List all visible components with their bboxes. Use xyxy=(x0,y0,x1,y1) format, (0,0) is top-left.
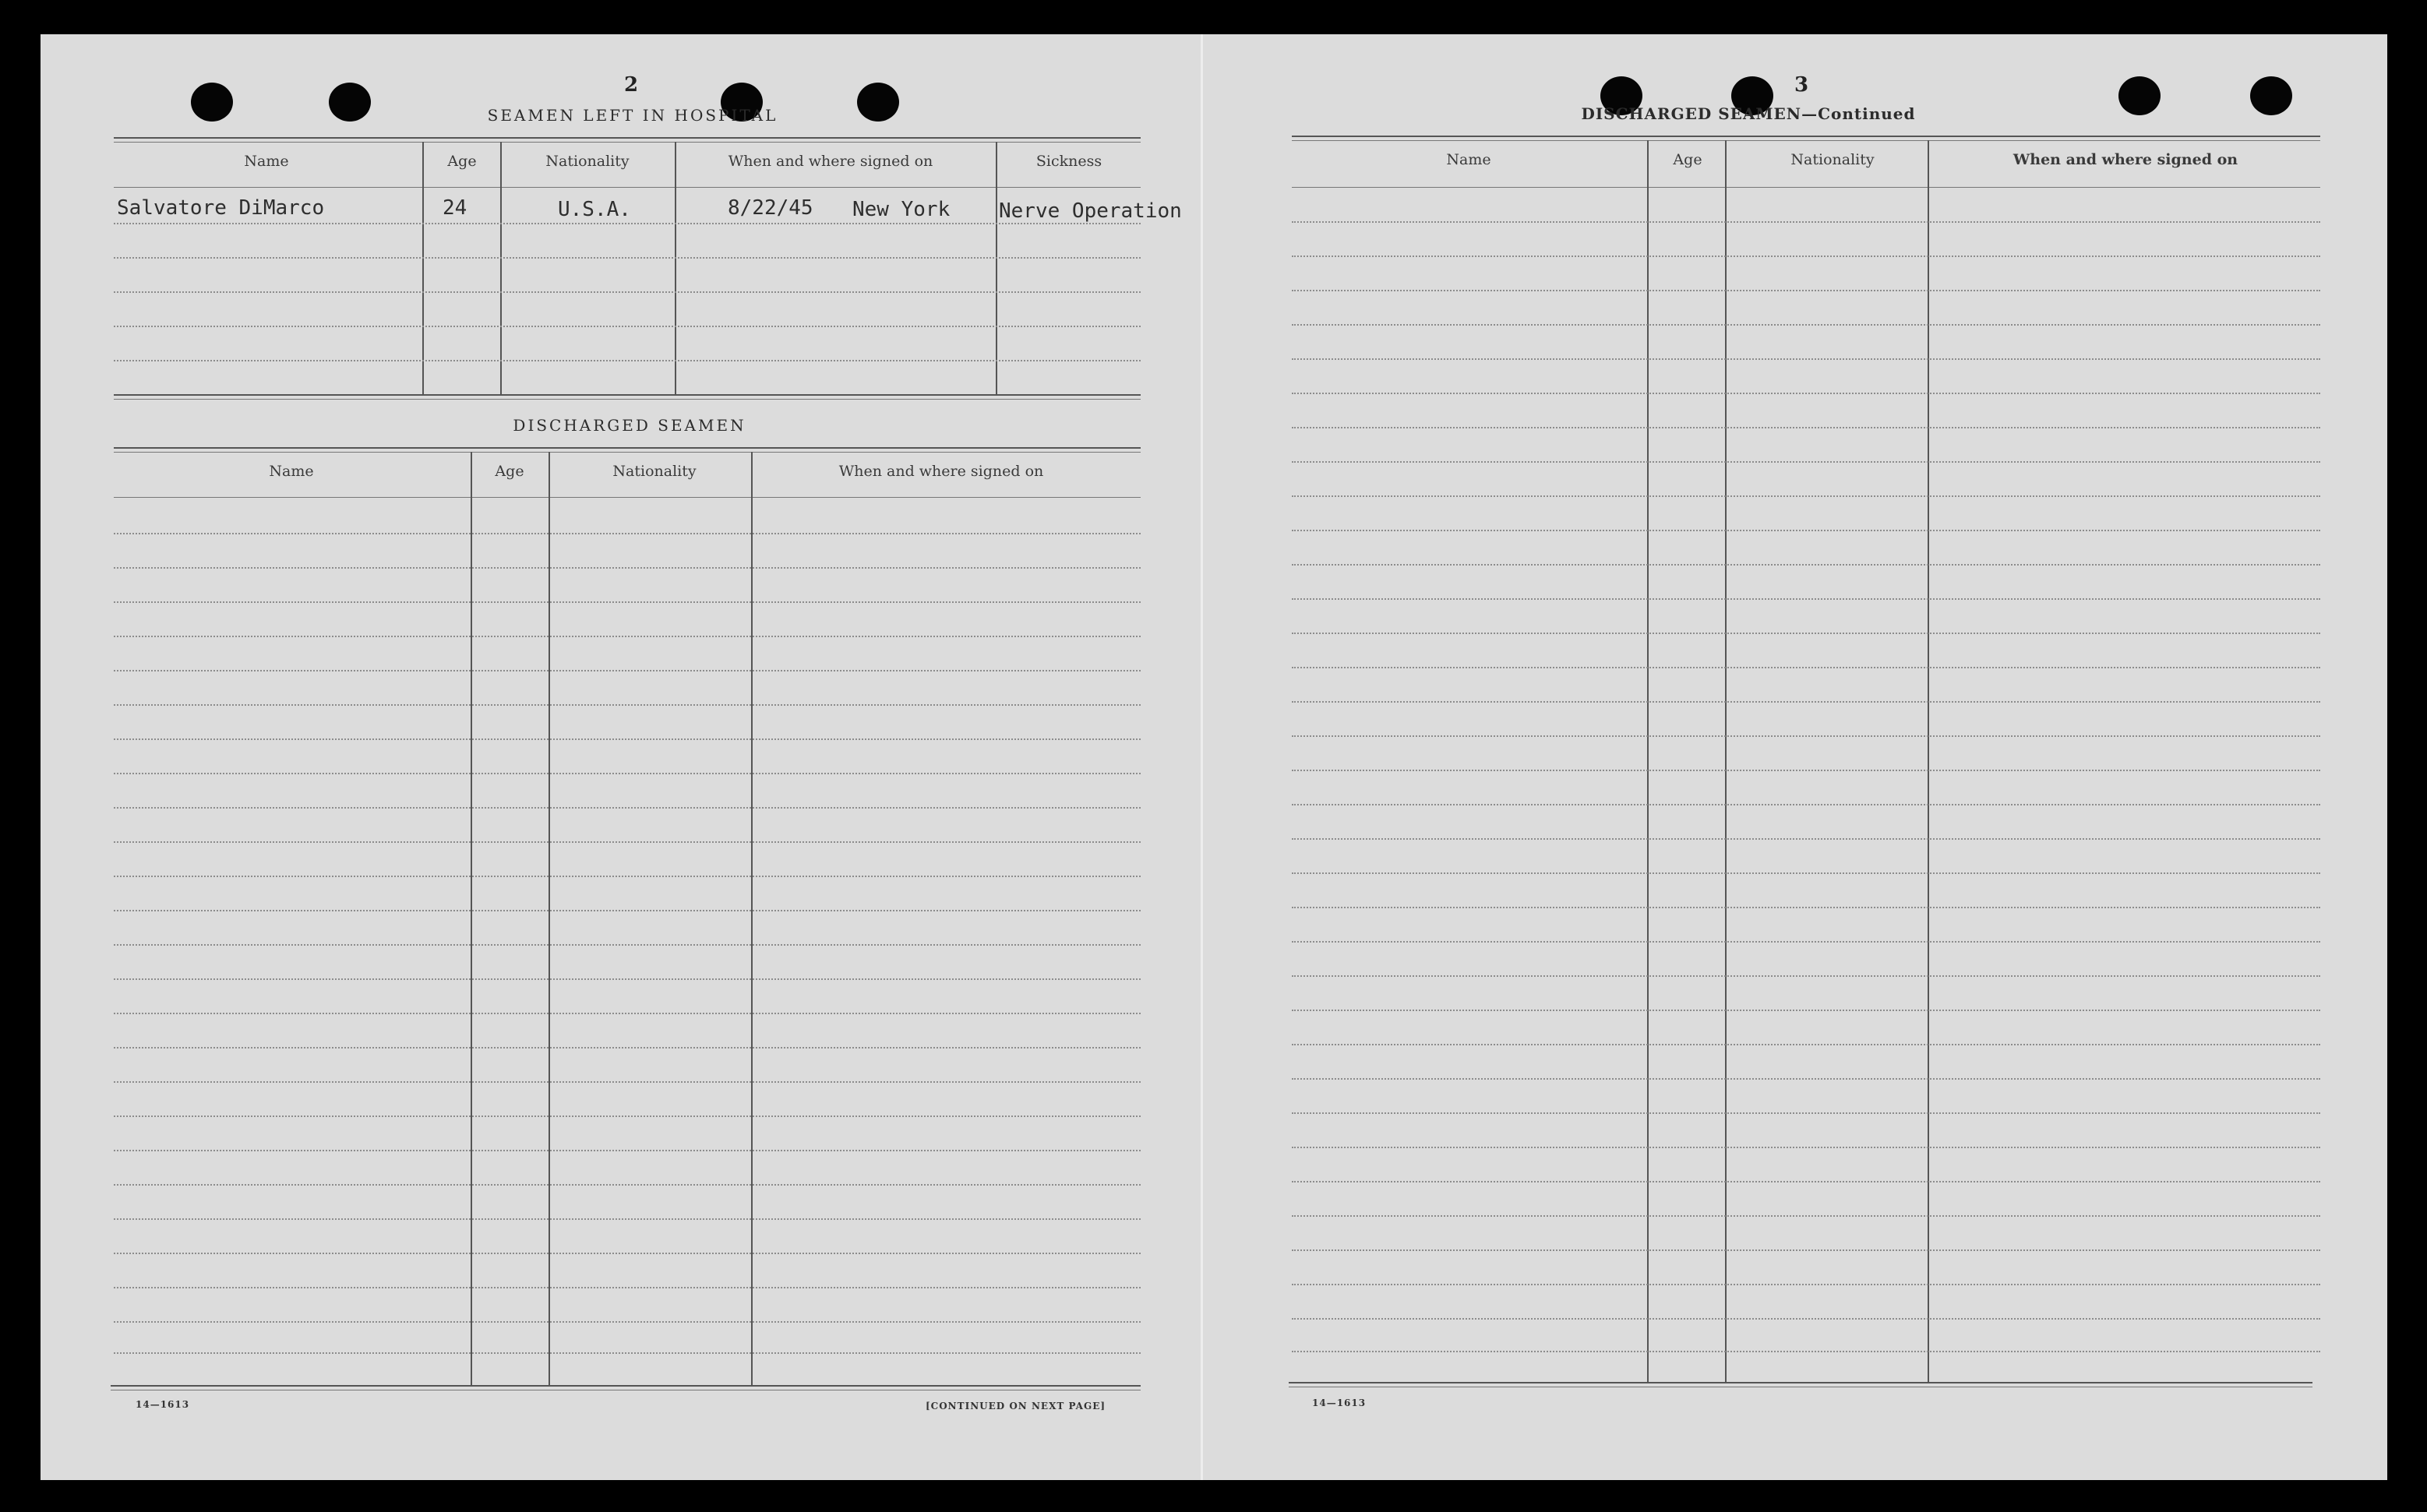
ruled-line xyxy=(1292,495,2320,497)
header-bottom-rule xyxy=(1292,187,2320,188)
hospital-section-title: SEAMEN LEFT IN HOSPITAL xyxy=(487,106,778,125)
table-top-rule xyxy=(1292,136,2320,137)
ruled-line xyxy=(1292,1249,2320,1251)
form-number: 14—1613 xyxy=(1312,1397,1367,1408)
ruled-line xyxy=(114,1253,1141,1254)
column-header-name: Name xyxy=(244,153,289,170)
column-divider xyxy=(675,142,676,396)
ruled-line xyxy=(1292,564,2320,566)
ruled-line xyxy=(114,1081,1141,1083)
ruled-line xyxy=(1292,598,2320,600)
ruled-line xyxy=(114,1218,1141,1220)
ruled-line xyxy=(114,360,1141,361)
ruled-line xyxy=(1292,1284,2320,1285)
ruled-line xyxy=(114,257,1141,259)
column-header-age: Age xyxy=(447,153,477,170)
ruled-line xyxy=(1292,907,2320,908)
ruled-line xyxy=(114,1047,1141,1049)
table-top-rule xyxy=(114,142,1141,143)
column-divider xyxy=(996,142,997,396)
ruled-line xyxy=(114,636,1141,637)
ruled-line xyxy=(114,223,1141,224)
ruled-line xyxy=(114,670,1141,671)
ruled-line xyxy=(114,738,1141,740)
discharged-section-title: DISCHARGED SEAMEN xyxy=(513,416,746,435)
table-top-rule xyxy=(114,447,1141,449)
ruled-line xyxy=(1292,770,2320,771)
ruled-line xyxy=(1292,256,2320,257)
ruled-line xyxy=(1292,1078,2320,1080)
column-header-signed-on: When and where signed on xyxy=(2013,151,2238,168)
ruled-line xyxy=(114,978,1141,980)
continued-note: [CONTINUED ON NEXT PAGE] xyxy=(926,1401,1106,1412)
ruled-line xyxy=(1292,1112,2320,1114)
ruled-line xyxy=(114,1321,1141,1323)
column-divider xyxy=(1725,140,1727,1382)
page-number: 3 xyxy=(1794,73,1809,97)
ruled-line xyxy=(114,533,1141,534)
ruled-line xyxy=(1292,1351,2320,1352)
ruled-line xyxy=(1292,1147,2320,1148)
ruled-line xyxy=(114,1115,1141,1117)
ruled-line xyxy=(1292,667,2320,668)
ruled-line xyxy=(1292,530,2320,531)
ruled-line xyxy=(114,1184,1141,1186)
ruled-line xyxy=(1292,701,2320,703)
column-divider xyxy=(751,452,753,1387)
column-header-sickness: Sickness xyxy=(1035,153,1102,170)
ruled-line xyxy=(114,944,1141,946)
table-bottom-rule xyxy=(1289,1382,2312,1383)
table-bottom-rule xyxy=(111,1385,1141,1387)
ruled-line xyxy=(1292,427,2320,428)
column-divider xyxy=(471,452,472,1387)
ruled-line xyxy=(114,1150,1141,1151)
ruled-line xyxy=(1292,838,2320,840)
signed-on-place: New York xyxy=(852,198,951,221)
seaman-age: 24 xyxy=(443,196,467,220)
ruled-line xyxy=(1292,1010,2320,1011)
ruled-line xyxy=(114,1013,1141,1014)
ruled-line xyxy=(1292,1318,2320,1320)
ruled-line xyxy=(1292,1215,2320,1217)
discharged-continued-title: DISCHARGED SEAMEN—Continued xyxy=(1581,104,1916,123)
column-header-nationality: Nationality xyxy=(545,153,630,170)
ruled-line xyxy=(114,841,1141,843)
ruled-line xyxy=(1292,941,2320,943)
ruled-line xyxy=(114,1287,1141,1288)
header-bottom-rule xyxy=(114,497,1141,498)
page-fold xyxy=(1201,34,1203,1480)
ruled-line xyxy=(1292,393,2320,394)
ruled-line xyxy=(1292,461,2320,463)
page-number: 2 xyxy=(623,73,639,97)
column-header-name: Name xyxy=(1446,151,1491,168)
sickness: Nerve Operation xyxy=(999,199,1182,223)
form-number: 14—1613 xyxy=(136,1399,190,1410)
ruled-line xyxy=(1292,872,2320,874)
table-bottom-rule xyxy=(114,399,1141,400)
ruled-line xyxy=(114,876,1141,877)
ruled-line xyxy=(1292,1181,2320,1182)
table-top-rule xyxy=(114,137,1141,139)
ruled-line xyxy=(114,1352,1141,1354)
signed-on-date: 8/22/45 xyxy=(728,196,813,220)
column-divider xyxy=(1928,140,1929,1382)
ruled-line xyxy=(1292,804,2320,805)
ruled-line xyxy=(1292,358,2320,360)
column-divider xyxy=(549,452,550,1387)
column-divider xyxy=(500,142,502,396)
seaman-name: Salvatore DiMarco xyxy=(117,196,325,220)
table-top-rule xyxy=(1292,140,2320,141)
left-page xyxy=(103,34,1194,1480)
ruled-line xyxy=(114,291,1141,293)
column-divider xyxy=(1647,140,1649,1382)
seaman-nationality: U.S.A. xyxy=(558,198,631,221)
ruled-line xyxy=(114,807,1141,809)
ruled-line xyxy=(1292,324,2320,326)
ruled-line xyxy=(114,910,1141,911)
table-top-rule xyxy=(114,452,1141,453)
column-header-age: Age xyxy=(1673,151,1702,168)
ruled-line xyxy=(1292,1044,2320,1045)
column-header-nationality: Nationality xyxy=(612,463,697,480)
column-header-name: Name xyxy=(269,463,314,480)
ruled-line xyxy=(1292,633,2320,634)
ruled-line xyxy=(1292,735,2320,737)
column-header-nationality: Nationality xyxy=(1790,151,1875,168)
ruled-line xyxy=(114,601,1141,603)
ruled-line xyxy=(114,704,1141,706)
column-divider xyxy=(422,142,424,396)
ruled-line xyxy=(1292,290,2320,291)
column-header-age: Age xyxy=(495,463,524,480)
ruled-line xyxy=(114,773,1141,774)
ruled-line xyxy=(1292,975,2320,977)
ruled-line xyxy=(114,326,1141,327)
ruled-line xyxy=(114,567,1141,569)
manifest-sheet xyxy=(41,34,2387,1480)
right-page xyxy=(1287,34,2378,1480)
header-bottom-rule xyxy=(114,187,1141,188)
column-header-signed-on: When and where signed on xyxy=(838,463,1044,480)
table-bottom-rule xyxy=(114,394,1141,396)
column-header-signed-on: When and where signed on xyxy=(728,153,933,170)
ruled-line xyxy=(1292,221,2320,223)
